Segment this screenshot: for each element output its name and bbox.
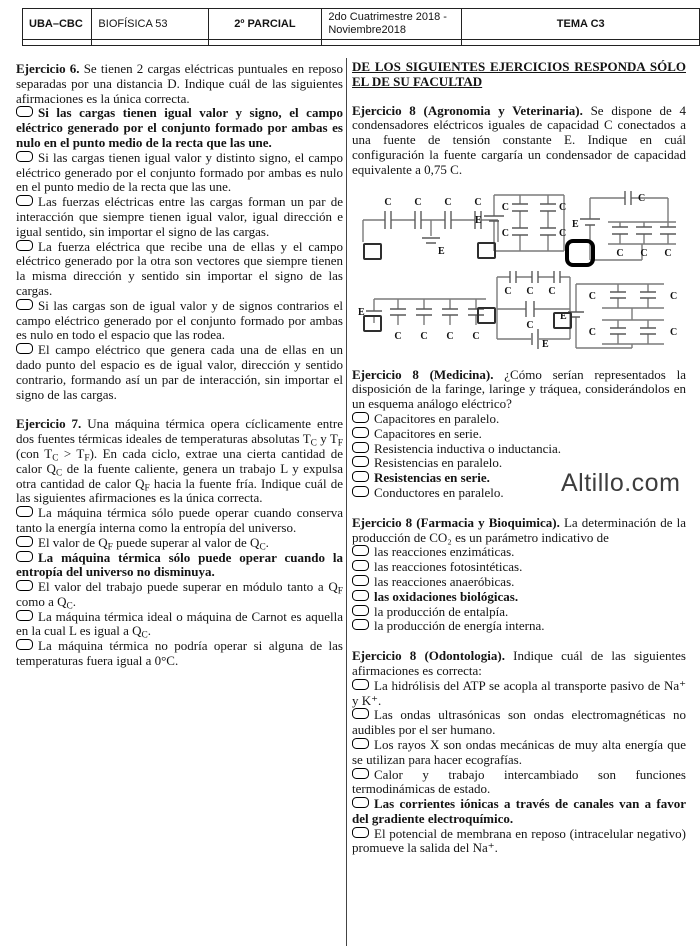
answer-checkbox[interactable] (16, 610, 33, 621)
answer-checkbox[interactable] (352, 427, 369, 438)
answer-option-text: Si las cargas tienen igual valor y signo, el campo eléctrico generado por el conjunto formado por ambas es nulo en el punto medio de la recta que las une. (16, 105, 343, 150)
answer-option-text: Las fuerzas eléctricas entre las cargas forman un par de interacción que siempre tienen igual valor, igual dirección e igual sentido, sin importar el signo de las cargas. (16, 194, 343, 239)
svg-text:E: E (438, 245, 445, 257)
answer-checkbox[interactable] (352, 471, 369, 482)
capacitor-configurations-figure (352, 182, 686, 360)
svg-text:C: C (444, 196, 452, 208)
exercise-8-odontologia-intro (352, 649, 686, 679)
answer-option-text: las reacciones enzimáticas. (374, 544, 515, 560)
exercise-8-farmacia-intro-text: La determinación de la producción de CO₂ es un parámetro indicativo de (352, 514, 687, 545)
answer-checkbox[interactable] (352, 590, 369, 601)
header-theme: TEMA C3 (462, 9, 700, 40)
exercise-8-medicina-intro-text: ¿Cómo serían representados la disposición de la faringe, laringe y tráquea, considerándolos en un esquema análogo eléctrico? (352, 366, 686, 412)
right-column (352, 60, 686, 856)
circuit-checkbox-4[interactable] (363, 315, 382, 332)
answer-option-text: La máquina térmica sólo puede operar cuando la entropía del universo no disminuya. (16, 549, 343, 580)
exercise-8-odontologia-title: Ejercicio 8 (Odontologia). (352, 648, 505, 664)
circuit-diagram-6 (560, 270, 685, 355)
answer-checkbox[interactable] (352, 738, 369, 749)
answer-option (352, 605, 686, 620)
answer-option (352, 797, 686, 827)
header-org: UBA–CBC (23, 9, 92, 40)
answer-option (16, 106, 343, 150)
answer-option (352, 560, 686, 575)
svg-text:C: C (472, 330, 480, 342)
exercise-6-intro (16, 62, 343, 106)
spacer (16, 402, 343, 417)
answer-option-text: Los rayos X son ondas mecánicas de muy alta energía que se utilizan para hacer ecografías. (352, 736, 686, 767)
circuit-checkbox-5[interactable] (477, 307, 496, 324)
answer-option-text: Si las cargas tienen igual valor y distinto signo, el campo eléctrico generado por el conjunto formado por ambas es nulo en el punto medio de la recta que las une. (16, 149, 343, 195)
svg-text:C: C (384, 196, 392, 208)
answer-option (16, 240, 343, 299)
answer-option-text: La hidrólisis del ATP se acopla al transporte pasivo de Na⁺ y K⁺. (352, 677, 686, 708)
header-course: BIOFÍSICA 53 (92, 9, 208, 40)
answer-checkbox[interactable] (352, 827, 369, 838)
svg-text:C: C (474, 196, 482, 208)
exercise-8-farmacia-intro (352, 516, 686, 546)
header-term: 2do Cuatrimestre 2018 - Noviembre2018 (322, 9, 462, 40)
svg-text:C: C (664, 247, 672, 259)
answer-option-text: El valor de $Q_F$ puede superar al valor de $Q_C$. (38, 534, 269, 553)
answer-checkbox[interactable] (16, 343, 33, 354)
exercise-8-agro-intro-text: Se dispone de 4 condensadores eléctricos iguales de capacidad C conectados a una fuente de tensión constante E. Indique en cuál configuración la fuente cargaría un condensador de capacidad equivalente a 0,75 C. (352, 102, 686, 177)
exercise-7-intro-text: Una máquina térmica opera cíclicamente entre dos fuentes térmicas ideales de temperaturas absolutas $T_C$ y $T_F$ (con $T_C > T_F$). En cada ciclo, extrae una cierta cantidad de calor $Q_C$ de la fuente caliente, genera un trabajo L y expulsa otra cantidad de calor $Q_F$ hacia la fuente fría. Indique cuál de las siguientes afirmaciones es la única correcta. (16, 416, 343, 506)
answer-checkbox[interactable] (16, 106, 33, 117)
answer-checkbox[interactable] (352, 442, 369, 453)
answer-option-text: El campo eléctrico que genera cada una de ellas en un dado punto del espacio es de igual valor, dirección y sentido contrario, formando así un par de interacción, sin importar el signo de las cargas. (16, 342, 343, 402)
answer-option (352, 412, 686, 427)
answer-option (16, 536, 343, 551)
answer-option (352, 427, 686, 442)
answer-option-text: Capacitores en serie. (374, 425, 482, 441)
svg-text:C: C (548, 285, 556, 297)
answer-checkbox[interactable] (352, 486, 369, 497)
answer-option (16, 195, 343, 239)
left-column (16, 62, 343, 669)
answer-option-text: Si las cargas son de igual valor y de signos contrarios el campo eléctrico generado por el conjunto formado por ambas es nulo en todo el espacio que las rodea. (16, 297, 343, 343)
answer-checkbox[interactable] (16, 195, 33, 206)
answer-option (16, 610, 343, 640)
answer-option-text: Calor y trabajo intercambiado son funciones termodinámicas de estado. (352, 766, 686, 797)
exercise-8-odontologia-intro-text: Indique cuál de las siguientes afirmaciones es correcta: (352, 648, 686, 678)
answer-checkbox[interactable] (16, 580, 33, 591)
svg-text:C: C (670, 326, 678, 338)
answer-option-text: Capacitores en paralelo. (374, 410, 500, 426)
exercise-8-medicina-intro (352, 368, 686, 412)
answer-option (16, 580, 343, 610)
answer-option-text: las oxidaciones biológicas. (374, 588, 519, 604)
answer-checkbox[interactable] (352, 708, 369, 719)
answer-option-text: las reacciones anaeróbicas. (374, 573, 515, 589)
section-heading: DE LOS SIGUIENTES EJERCICIOS RESPONDA SÓLO EL DE SU FACULTAD (352, 59, 686, 89)
answer-option (352, 590, 686, 605)
svg-text:C: C (559, 201, 567, 213)
svg-text:C: C (526, 285, 534, 297)
svg-text:C: C (670, 290, 678, 302)
svg-text:E: E (542, 338, 549, 349)
answer-option (352, 768, 686, 798)
circuit-checkbox-2[interactable] (477, 242, 496, 259)
answer-checkbox[interactable] (352, 412, 369, 423)
exercise-7-intro (16, 417, 343, 506)
answer-checkbox[interactable] (352, 560, 369, 571)
answer-option (16, 639, 343, 669)
svg-text:C: C (638, 192, 646, 204)
header-empty-cell (322, 40, 462, 46)
svg-text:C: C (588, 326, 596, 338)
circuit-checkbox-3-selected[interactable] (565, 239, 595, 267)
column-divider (346, 58, 347, 946)
answer-checkbox[interactable] (16, 551, 33, 562)
svg-text:C: C (588, 290, 596, 302)
answer-checkbox[interactable] (16, 506, 33, 517)
svg-text:C: C (446, 330, 454, 342)
answer-checkbox[interactable] (16, 536, 33, 547)
spacer (352, 634, 686, 649)
answer-option (16, 506, 343, 536)
answer-option (16, 551, 343, 581)
answer-checkbox[interactable] (352, 768, 369, 779)
answer-checkbox[interactable] (352, 797, 369, 808)
answer-checkbox[interactable] (352, 605, 369, 616)
answer-option-text: Las ondas ultrasónicas son ondas electromagnéticas no audibles por el ser humano. (352, 707, 686, 738)
answer-option-text: La fuerza eléctrica que recibe una de ellas y el campo eléctrico generado por la otra son vectores que siempre tienen la misma dirección y sentido sin importar el signo de las cargas. (16, 238, 343, 298)
header-empty-cell (23, 40, 92, 46)
answer-checkbox[interactable] (352, 545, 369, 556)
exam-header-table (22, 8, 700, 46)
answer-option (352, 619, 686, 634)
altillo-watermark: Altillo.com (561, 469, 681, 497)
answer-option-text: Las corrientes iónicas a través de canales van a favor del gradiente electroquímico. (352, 796, 686, 826)
header-exam: 2º PARCIAL (208, 9, 322, 40)
circuit-checkbox-6[interactable] (553, 312, 572, 329)
svg-text:C: C (526, 319, 534, 331)
answer-checkbox[interactable] (352, 679, 369, 690)
answer-option-text: Resistencia inductiva o inductancia. (374, 440, 561, 456)
svg-text:C: C (501, 227, 509, 239)
exercise-8-agro-title: Ejercicio 8 (Agronomia y Veterinaria). (352, 102, 583, 118)
answer-option (352, 708, 686, 738)
svg-text:C: C (616, 247, 624, 259)
answer-checkbox[interactable] (16, 639, 33, 650)
answer-option-text: Resistencias en serie. (374, 470, 490, 486)
answer-option (352, 679, 686, 709)
answer-option (16, 151, 343, 195)
answer-option (352, 738, 686, 768)
answer-option-text: La máquina térmica sólo puede operar cuando conserva tanto la energía interna como la entropía del universo. (16, 505, 343, 535)
answer-option-text: Resistencias en paralelo. (374, 455, 503, 471)
answer-option-text: La máquina térmica ideal o máquina de Carnot es aquella en la cual L es igual a $Q_C$. (16, 608, 343, 641)
answer-option-text: las reacciones fotosintéticas. (374, 559, 523, 575)
answer-option-text: La máquina térmica no podría operar si alguna de las temperaturas fuera igual a 0°C. (16, 638, 343, 669)
answer-option-text: El valor del trabajo puede superar en módulo tanto a $Q_F$ como a $Q_C$. (16, 579, 343, 612)
header-empty-cell (462, 40, 700, 46)
answer-checkbox[interactable] (16, 151, 33, 162)
svg-text:E: E (475, 214, 482, 226)
answer-checkbox[interactable] (352, 456, 369, 467)
svg-text:E: E (358, 306, 365, 318)
svg-text:C: C (501, 201, 509, 213)
exercise-6-intro-text: Se tienen 2 cargas eléctricas puntuales en reposo separadas por una distancia D. Indique cuál de las siguientes afirmaciones es la única correcta. (16, 61, 343, 106)
svg-text:C: C (414, 196, 422, 208)
exercise-8-farmacia-title: Ejercicio 8 (Farmacia y Bioquimica). (352, 514, 560, 530)
circuit-checkbox-1[interactable] (363, 243, 382, 260)
svg-text:C: C (504, 285, 512, 297)
answer-checkbox[interactable] (16, 299, 33, 310)
header-empty-cell (92, 40, 208, 46)
svg-text:C: C (394, 330, 402, 342)
answer-checkbox[interactable] (16, 240, 33, 251)
answer-option-text: la producción de entalpía. (374, 603, 509, 619)
exercise-8-agro-intro (352, 104, 686, 178)
answer-option (352, 442, 686, 457)
answer-option (352, 545, 686, 560)
svg-text:C: C (559, 227, 567, 239)
answer-option (352, 575, 686, 590)
answer-option (352, 827, 686, 857)
answer-option-text: El potencial de membrana en reposo (intracelular negativo) promueve la salida del Na⁺. (352, 825, 686, 856)
answer-option-text: la producción de energía interna. (374, 618, 545, 634)
spacer (352, 501, 686, 516)
svg-text:C: C (420, 330, 428, 342)
answer-option-text: Conductores en paralelo. (374, 484, 504, 500)
answer-checkbox[interactable] (352, 575, 369, 586)
exercise-6-title: Ejercicio 6. (16, 61, 80, 76)
svg-text:E: E (560, 310, 567, 322)
answer-option (16, 343, 343, 402)
answer-checkbox[interactable] (352, 619, 369, 630)
svg-text:E: E (572, 218, 579, 230)
answer-option (16, 299, 343, 343)
svg-text:C: C (640, 247, 648, 259)
header-empty-cell (208, 40, 322, 46)
exercise-7-title: Ejercicio 7. (16, 416, 82, 432)
exercise-8-medicina-title: Ejercicio 8 (Medicina). (352, 366, 494, 382)
